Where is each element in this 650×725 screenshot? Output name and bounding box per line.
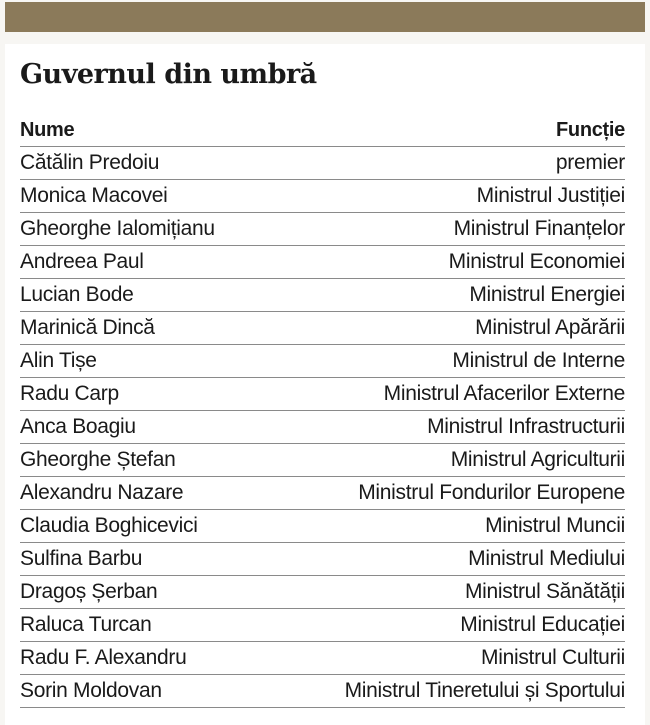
person-role: Ministrul Economiei xyxy=(448,250,625,273)
content-card xyxy=(5,44,645,725)
table-body xyxy=(20,147,625,708)
table-row xyxy=(20,312,625,345)
person-name: Sorin Moldovan xyxy=(20,679,162,702)
person-role: Ministrul Justiției xyxy=(476,184,625,207)
person-role: Ministrul Fondurilor Europene xyxy=(358,481,625,504)
person-role: Ministrul Afacerilor Externe xyxy=(383,382,625,405)
person-role: Ministrul Culturii xyxy=(481,646,625,669)
table-row xyxy=(20,675,625,708)
table-header-row xyxy=(20,114,625,147)
person-name: Gheorghe Ialomițianu xyxy=(20,217,215,240)
person-role: Ministrul Sănătății xyxy=(464,580,625,603)
table-row xyxy=(20,180,625,213)
table-row xyxy=(20,411,625,444)
person-name: Radu F. Alexandru xyxy=(20,646,187,669)
person-role: Ministrul Infrastructurii xyxy=(427,415,625,438)
person-name: Marinică Dincă xyxy=(20,316,155,339)
table-row xyxy=(20,642,625,675)
person-name: Lucian Bode xyxy=(20,283,134,306)
table-row xyxy=(20,477,625,510)
column-header-name: Nume xyxy=(20,118,75,141)
person-name: Claudia Boghicevici xyxy=(20,514,198,537)
person-name: Raluca Turcan xyxy=(20,613,152,636)
person-name: Alin Tișe xyxy=(20,349,97,372)
table-row xyxy=(20,279,625,312)
person-name: Anca Boagiu xyxy=(20,415,136,438)
table-row xyxy=(20,444,625,477)
person-name: Gheorghe Ștefan xyxy=(20,448,176,471)
top-banner-bar xyxy=(5,2,645,32)
page-title: Guvernul din umbră xyxy=(20,59,317,90)
person-role: Ministrul Energiei xyxy=(469,283,625,306)
table-row xyxy=(20,213,625,246)
person-name: Dragoș Șerban xyxy=(20,580,158,603)
person-role: Ministrul Agriculturii xyxy=(450,448,625,471)
shadow-government-table xyxy=(20,114,625,708)
person-role: Ministrul Tineretului și Sportului xyxy=(344,679,625,702)
table-row xyxy=(20,543,625,576)
person-name: Monica Macovei xyxy=(20,184,168,207)
column-header-role: Funcție xyxy=(555,118,625,141)
table-row xyxy=(20,510,625,543)
person-role: Ministrul Apărării xyxy=(475,316,625,339)
table-row xyxy=(20,378,625,411)
person-name: Cătălin Predoiu xyxy=(20,151,160,174)
person-role: Ministrul Educației xyxy=(460,613,625,636)
table-row xyxy=(20,246,625,279)
person-role: premier xyxy=(555,151,625,174)
person-role: Ministrul Finanțelor xyxy=(453,217,625,240)
person-role: Ministrul Muncii xyxy=(485,514,625,537)
table-row xyxy=(20,609,625,642)
person-name: Andreea Paul xyxy=(20,250,144,273)
person-role: Ministrul de Interne xyxy=(452,349,625,372)
person-name: Alexandru Nazare xyxy=(20,481,184,504)
person-name: Sulfina Barbu xyxy=(20,547,143,570)
table-row xyxy=(20,345,625,378)
person-name: Radu Carp xyxy=(20,382,119,405)
table-row xyxy=(20,147,625,180)
person-role: Ministrul Mediului xyxy=(468,547,625,570)
table-row xyxy=(20,576,625,609)
